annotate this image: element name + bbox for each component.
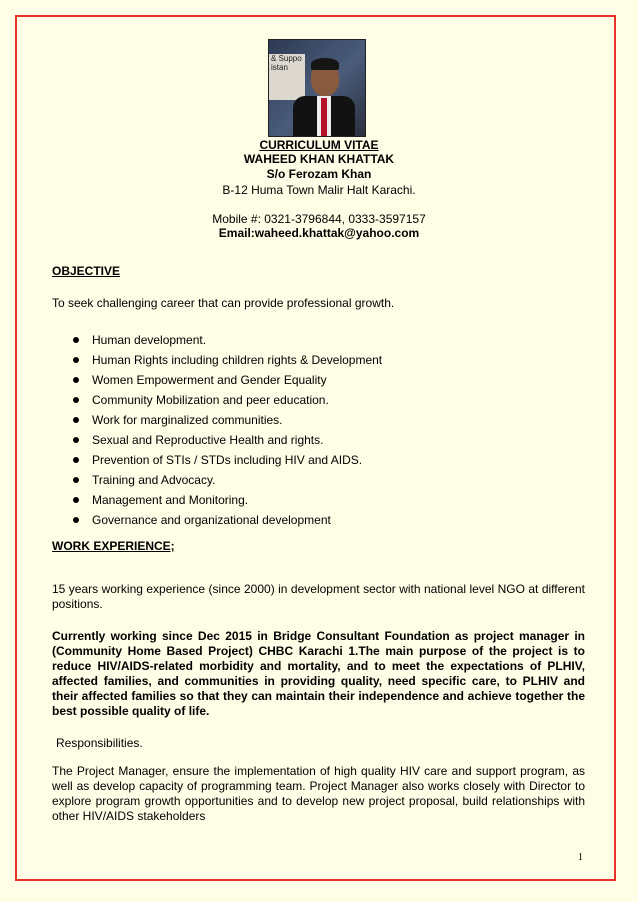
address: B-12 Huma Town Malir Halt Karachi. (222, 183, 416, 197)
cv-title: CURRICULUM VITAE (259, 138, 379, 152)
mobile-numbers: Mobile #: 0321-3796844, 0333-3597157 (212, 212, 426, 226)
list-item: Governance and organizational development (52, 513, 382, 533)
bullet-icon (73, 417, 79, 423)
responsibilities-label: Responsibilities. (56, 736, 143, 750)
parent-name: S/o Ferozam Khan (266, 167, 372, 181)
bullet-icon (73, 377, 79, 383)
bullet-icon (73, 337, 79, 343)
candidate-name: WAHEED KHAN KHATTAK (243, 152, 395, 166)
photo-tie (321, 98, 327, 136)
current-position: Currently working since Dec 2015 in Bridge Consultant Foundation as project manager in (Community Home Based Project) CHBC Karachi 1.The main purpose of the project is to reduce HIV/AIDS-related morbidity and mortality, and to meet the expectations of PLHIV, affected families, and communities in providing quality, need specific care, to PLHIV and their affected families so that they can maintain their independence and achieve together the best possible quality of life. (52, 629, 585, 718)
list-item: Community Mobilization and peer education. (52, 393, 382, 413)
work-intro: 15 years working experience (since 2000) in development sector with national level NGO at different positions. (52, 582, 585, 611)
list-item: Sexual and Reproductive Health and rights. (52, 433, 382, 453)
bullet-icon (73, 437, 79, 443)
page-number: 1 (578, 852, 583, 863)
email-address: Email:waheed.khattak@yahoo.com (218, 226, 420, 240)
work-experience-heading: WORK EXPERIENCE; (52, 539, 175, 553)
photo-banner-text: & Suppo istan (269, 54, 305, 100)
objective-text: To seek challenging career that can provide professional growth. (52, 296, 395, 310)
profile-photo (268, 39, 366, 137)
objective-list (52, 333, 382, 533)
list-item: Human development. (52, 333, 382, 353)
bullet-icon (73, 457, 79, 463)
list-item: Work for marginalized communities. (52, 413, 382, 433)
list-item: Management and Monitoring. (52, 493, 382, 513)
bullet-icon (73, 497, 79, 503)
photo-hair (311, 58, 339, 70)
list-item: Human Rights including children rights & Development (52, 353, 382, 373)
bullet-icon (73, 477, 79, 483)
bullet-icon (73, 517, 79, 523)
list-item: Women Empowerment and Gender Equality (52, 373, 382, 393)
list-item: Prevention of STIs / STDs including HIV and AIDS. (52, 453, 382, 473)
list-item: Training and Advocacy. (52, 473, 382, 493)
objective-heading: OBJECTIVE (52, 264, 121, 278)
bullet-icon (73, 397, 79, 403)
bullet-icon (73, 357, 79, 363)
responsibilities-text: The Project Manager, ensure the implementation of high quality HIV care and support program, as well as develop capacity of programming team. Project Manager also works closely with Director to explore program growth opportunities and to develop new project proposal, build relationships with other HIV/AIDS stakeholders (52, 764, 585, 823)
